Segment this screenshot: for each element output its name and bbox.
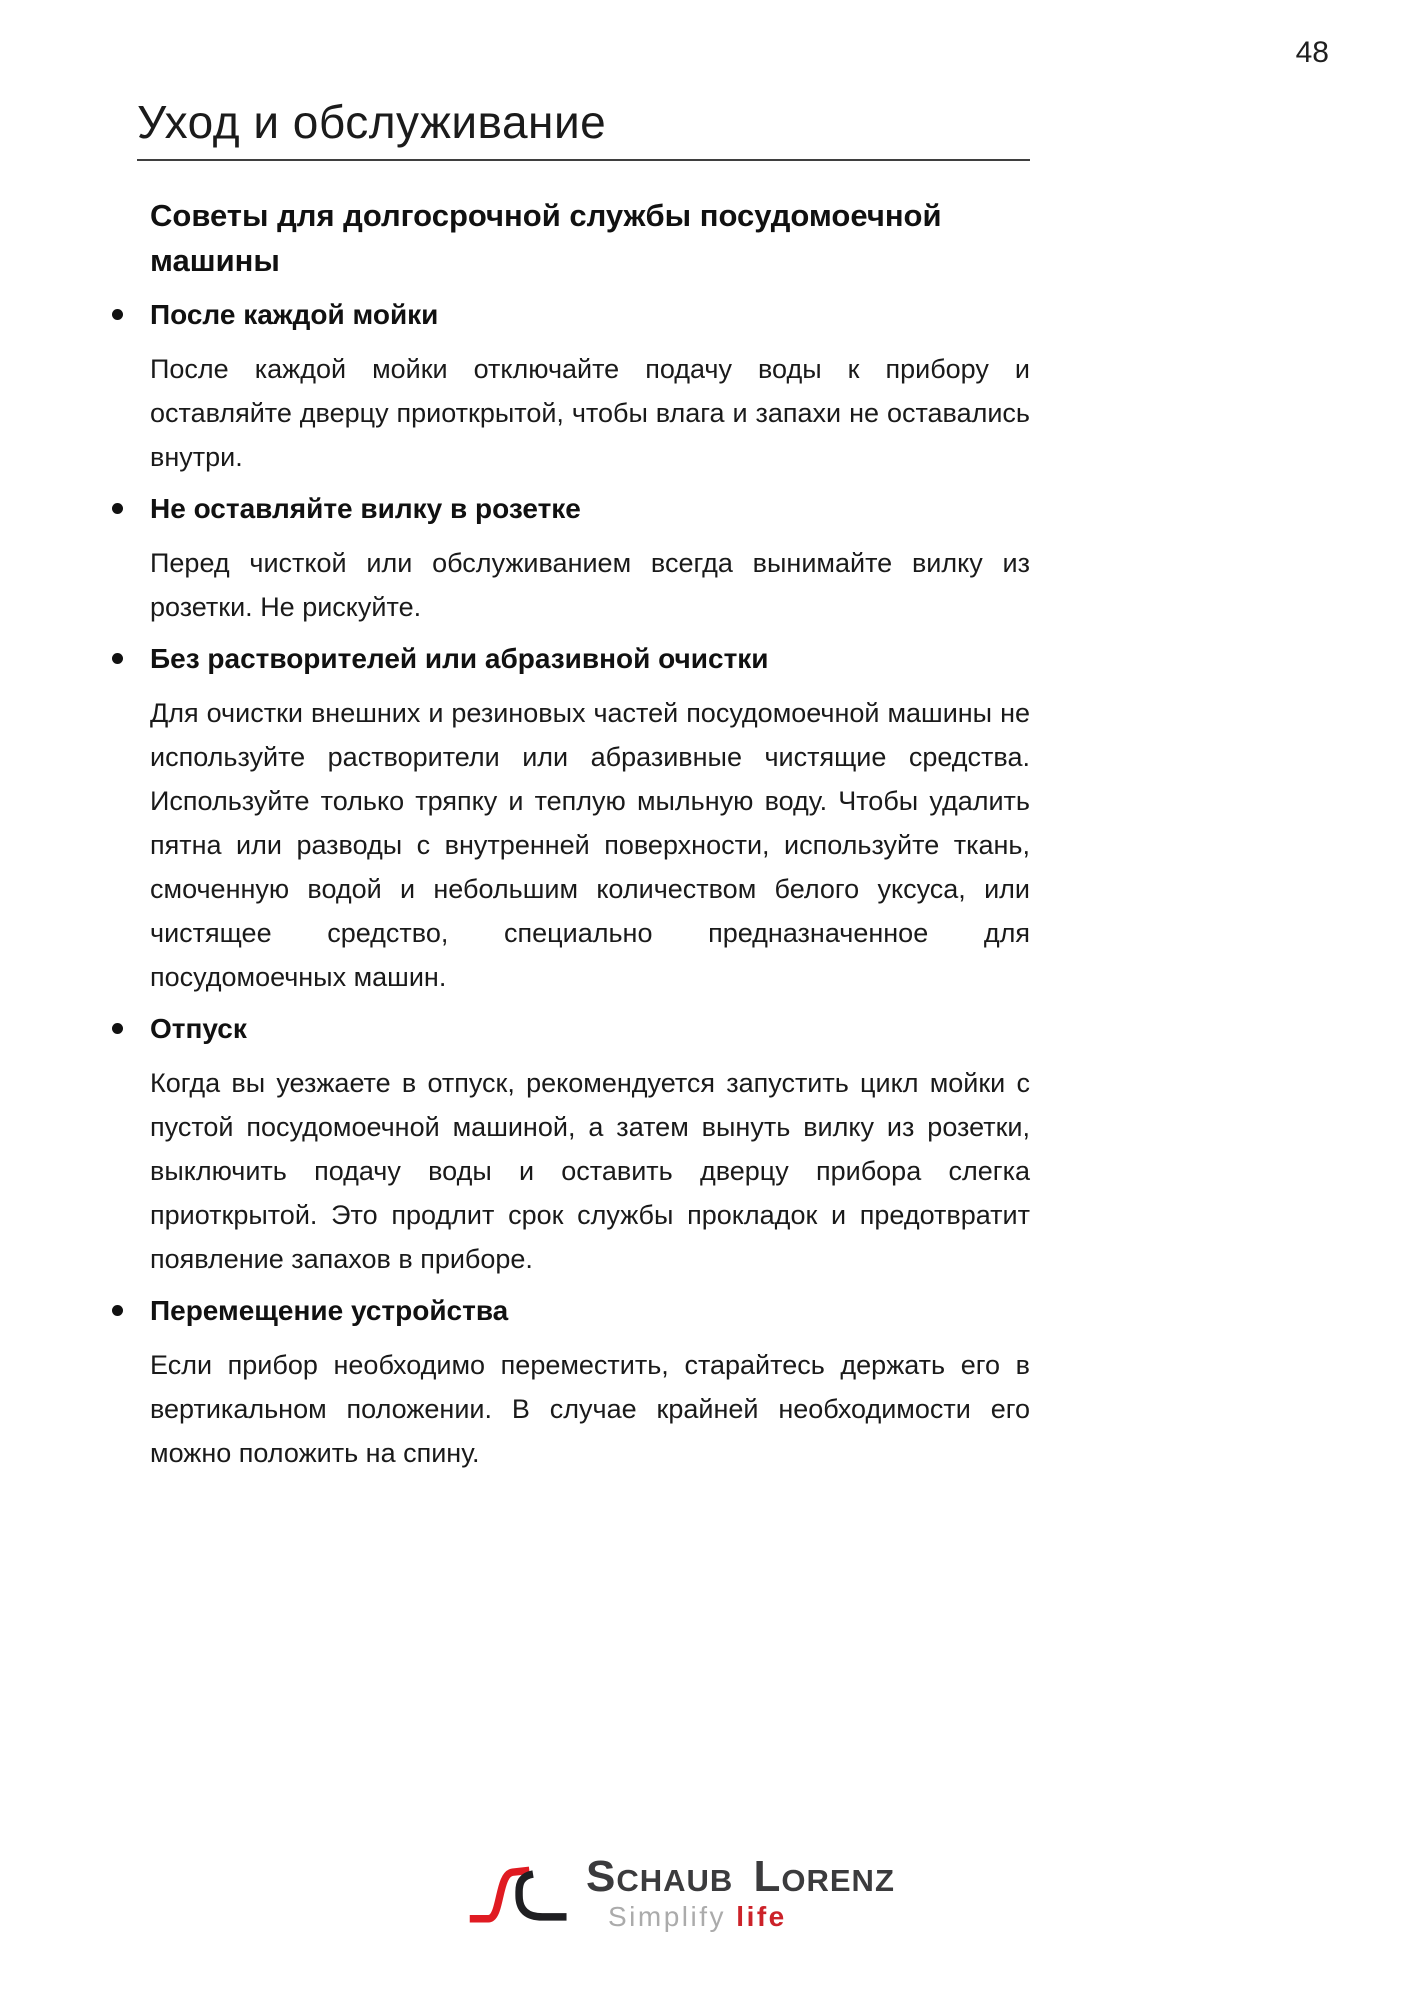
section-moving-device: [150, 1289, 1030, 1475]
page-title: Уход и обслуживание: [137, 96, 607, 148]
section-vacation: [150, 1007, 1030, 1281]
bullet-icon: [112, 1023, 123, 1034]
schaub-lorenz-logo-icon: [464, 1862, 576, 1929]
section-heading-text: Перемещение устройства: [150, 1294, 509, 1326]
section-no-solvents: [150, 637, 1030, 999]
section-heading: [150, 293, 1030, 337]
content-column: [150, 193, 1030, 1475]
page-number: 48: [1295, 36, 1329, 69]
section-after-each-wash: [150, 293, 1030, 479]
section-body: Для очистки внешних и резиновых частей посудомоечной машины не используйте растворители или абразивные чистящие средства. Используйте только тряпку и теплую мыльную воду. Чтобы удалить пятна или разводы с внутренней поверхности, используйте ткань, смоченную водой и небольшим количеством белого уксуса, или чистящее средство, специально предназначенное для посудомоечных машин.: [150, 697, 1030, 992]
brand-tagline: [608, 1902, 895, 1933]
bullet-icon: [112, 653, 123, 664]
section-body: Перед чисткой или обслуживанием всегда вынимайте вилку из розетки. Не рискуйте.: [150, 547, 1030, 622]
section-heading-text: Без растворителей или абразивной очистки: [150, 642, 769, 674]
section-heading-text: После каждой мойки: [150, 298, 439, 330]
section-unplug: [150, 487, 1030, 629]
section-subtitle: Советы для долгосрочной службы посудомоечной машины: [150, 197, 942, 278]
bullet-icon: [112, 1305, 123, 1316]
bullet-icon: [112, 309, 123, 320]
tagline-word-simplify: Simplify: [608, 1901, 727, 1933]
section-heading: [150, 1289, 1030, 1333]
section-heading: [150, 487, 1030, 531]
brand-name: Schaub Lorenz: [586, 1852, 895, 1901]
footer-brand-logo: [464, 1854, 895, 1933]
section-body: Когда вы уезжаете в отпуск, рекомендуется запустить цикл мойки с пустой посудомоечной машиной, а затем вынуть вилку из розетки, выключить подачу воды и оставить дверцу прибора слегка приоткрытой. Это продлит срок службы прокладок и предотвратит появление запахов в приборе.: [150, 1067, 1030, 1274]
tagline-word-life: life: [736, 1901, 787, 1933]
section-heading: [150, 637, 1030, 681]
section-heading: [150, 1007, 1030, 1051]
section-heading-text: Не оставляйте вилку в розетке: [150, 492, 581, 524]
section-body: После каждой мойки отключайте подачу воды к прибору и оставляйте дверцу приоткрытой, чтобы влага и запахи не оставались внутри.: [150, 353, 1030, 472]
section-body: Если прибор необходимо переместить, старайтесь держать его в вертикальном положении. В случае крайней необходимости его можно положить на спину.: [150, 1349, 1030, 1468]
title-rule: [137, 159, 1030, 161]
document-body: [137, 96, 1030, 1483]
section-heading-text: Отпуск: [150, 1012, 247, 1044]
bullet-icon: [112, 503, 123, 514]
brand-text-block: [586, 1854, 895, 1933]
